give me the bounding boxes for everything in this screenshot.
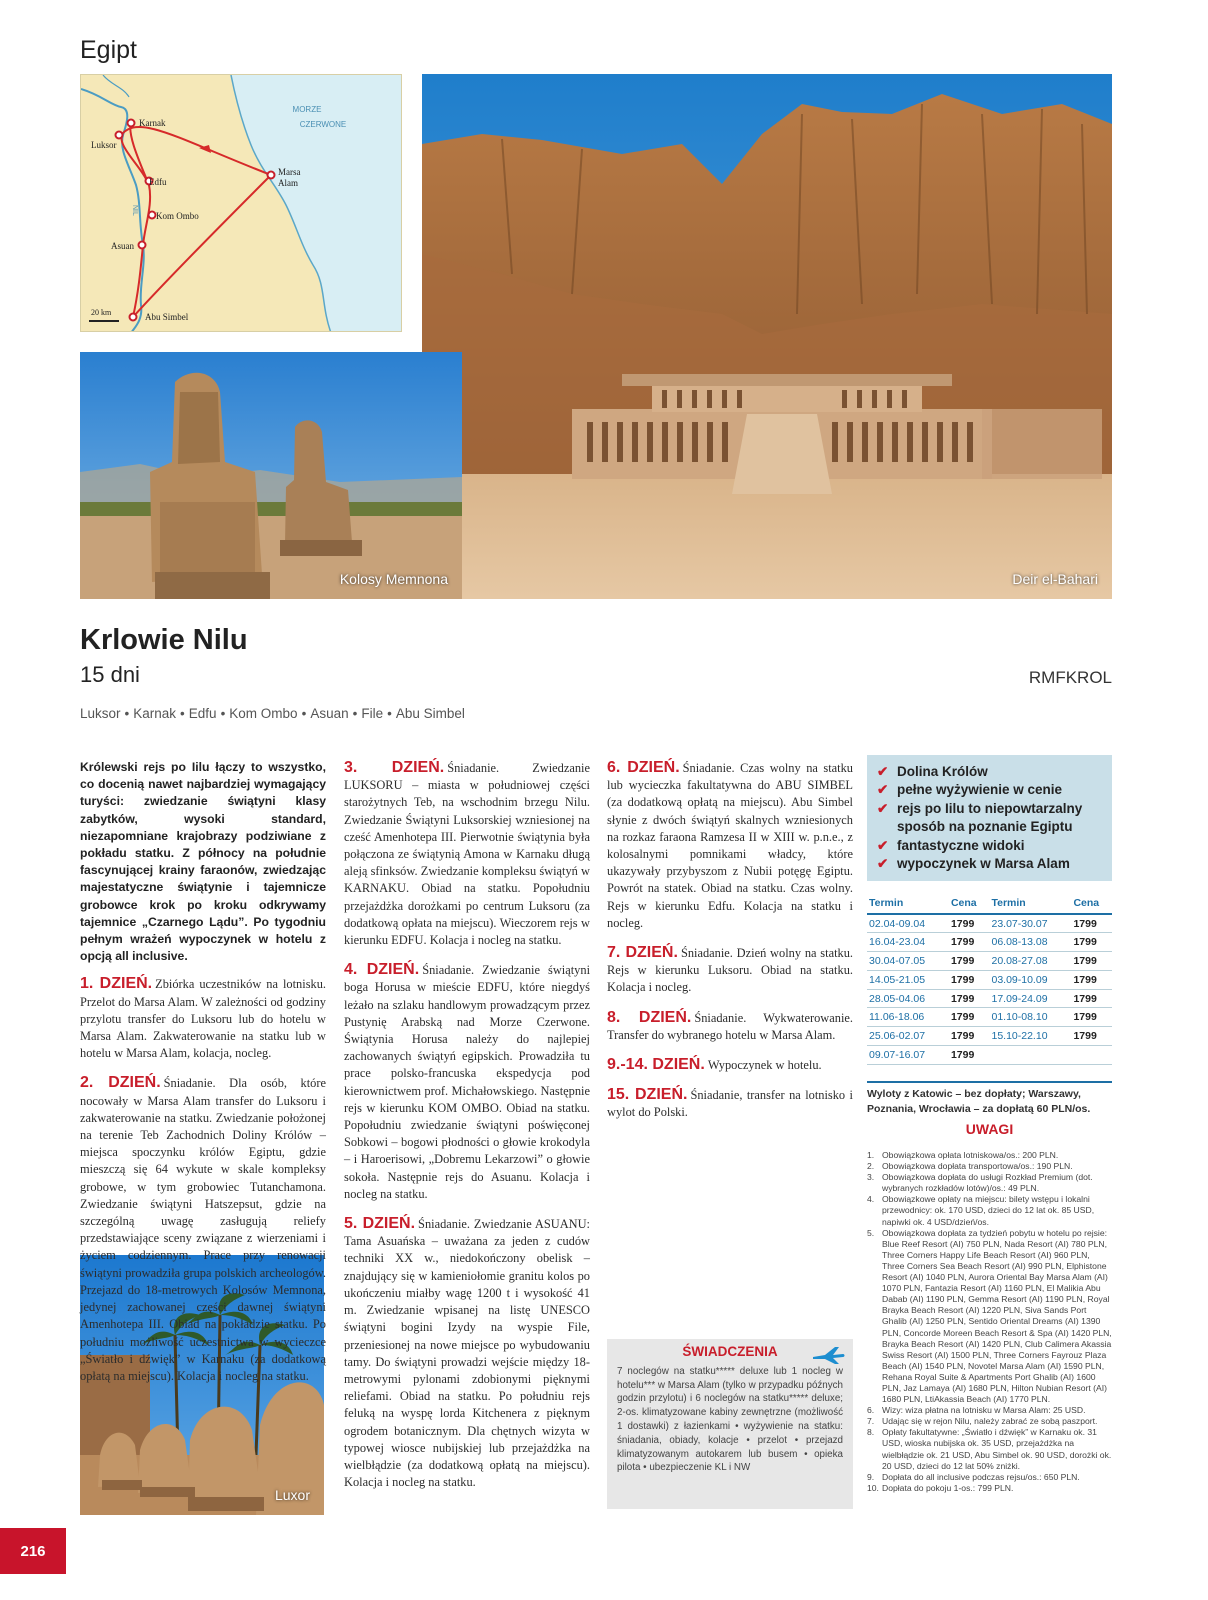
map-place-marsa: Marsa	[278, 167, 301, 177]
route-stop: Abu Simbel	[395, 706, 465, 721]
check-icon: ✔	[877, 764, 889, 779]
uwagi-title: UWAGI	[965, 1121, 1014, 1137]
day-label: 15. DZIEŃ.	[607, 1086, 688, 1104]
day-item	[607, 1009, 853, 1044]
map-place-alam: Alam	[278, 178, 298, 188]
page-number: 216	[0, 1528, 66, 1574]
benefit-item: • ubezpieczenie KL i NW	[643, 1462, 751, 1474]
day-text: Śniadanie. Dzień wolny na statku. Rejs w kierunku Luksoru. Obiad na statku. Kolacja i nocleg.	[607, 946, 854, 995]
price-table-header	[867, 894, 1112, 914]
note-item: 7. Udając się w rejon Nilu, należy zabrać ze sobą paszport.	[867, 1416, 1098, 1427]
note-item: 2. Obowiązkowa dopłata transportowa/os.: 190 PLN.	[867, 1161, 1073, 1172]
plane-icon	[811, 1345, 845, 1365]
table-row: 02.04-09.04 1799 23.07-30.07 1799	[867, 914, 1112, 933]
note-item: 5. Obowiązkowa dopłata za tydzień pobytu w hotelu po rejsie: Blue Reef Resort (AI) 750 PLN, Nada Resort (AI) 780 PLN, Three Corners Happy Life Beach Resort (AI) 960 PLN, Three Corners Sea Beach Resort (AI) 990 PLN, Elphistone Resort (AI) 1040 PLN, Aurora Oriental Bay Marsa Alam (AI) 1070 PLN, Fantazia Resort (AI) 1160 PLN, El Malikia Abu Dabab (AI) 1190 PLN, Gemma Resort (AI) 1190 PLN, Royal Brayka Beach Resort (AI) 1220 PLN, Siva Sands Port Ghalib (AI) 1250 PLN, Sentido Oriental Dreams (AI) 1390 PLN, Concorde Moreen Beach Resort & Spa (AI) 1420 PLN, Brayka Beach Resort (AI) 1420 PLN, Club Calimera Akassia Swiss Resort (AI) 1500 PLN, Three Corners Fayrouz Plaza Beach (AI) 1540 PLN, Novotel Marsa Alam (AI) 1590 PLN, Rehana Royal Suite & Apartments Port Ghalib (AI) 1600 PLN, Jaz Lamaya (AI) 1680 PLN, Hilton Nubian Resort (AI) 1680 PLN, LtiAkassia Beach (AI) 1770 PLN.	[867, 1227, 1112, 1405]
departures-note: Wyloty z Katowic – bez dopłaty; Warszawy, Poznania, Wrocławia – za dopłatą 60 PLN/os.	[867, 1081, 1112, 1117]
day-text: Śniadanie. Wykwaterowanie. Transfer do wybranego hotelu w Marsa Alam.	[607, 1010, 853, 1042]
check-icon: ✔	[877, 837, 889, 853]
note-item: 6. Wizy: wiza płatna na lotnisku w Marsa Alam: 25 USD.	[867, 1405, 1086, 1416]
check-icon: ✔	[877, 782, 889, 798]
section-title: Egipt	[80, 36, 137, 64]
map-place-kom-ombo: Kom Ombo	[156, 211, 199, 221]
note-item: 10. Dopłata do pokoju 1-os.: 799 PLN.	[867, 1482, 1014, 1493]
kolosy-memnona-image	[80, 352, 462, 599]
day-label: 7. DZIEŃ.	[607, 944, 678, 962]
highlight-item: ✔ pełne wyżywienie w cenie	[877, 781, 1104, 799]
benefits-title: ŚWIADCZENIA	[682, 1344, 778, 1359]
route-stop: Kom Ombo	[229, 706, 298, 721]
benefit-item: • przejazd klimatyzowanym autokarem lub busem	[617, 1434, 843, 1460]
header-termin: Termin	[867, 894, 949, 914]
uwagi-notes	[867, 1150, 1112, 1494]
note-item: 1. Obowiązkowa opłata lotniskowa/os.: 200 PLN.	[867, 1150, 1059, 1160]
table-row: 09.07-16.07 1799	[867, 1046, 1112, 1065]
text-column-2	[344, 759, 590, 1503]
note-item: 8. Opłaty fakultatywne: „Światło i dźwięk” w Karnaku ok. 31 USD, wioska nubijska ok. 35 USD, przejażdżka na wielbłądzie ok. 21 USD, Abu Simbel ok. 90 USD, dorożki ok. 20 USD, dzieci do 12 lat 50% zniżki.	[867, 1427, 1112, 1471]
day-text: Śniadanie, transfer na lotnisko i wylot do Polski.	[607, 1088, 853, 1120]
day-text: Zbiórka uczestników na lotnisku. Przelot do Marsa Alam. W zależności od godziny przylotu transfer do Luksoru lub do hotelu w Marsa Alam. Zakwaterowanie na statku lub w hotelu w Marsa Alam, kolacja, nocleg.	[80, 977, 326, 1061]
map-place-abu-simbel: Abu Simbel	[145, 312, 189, 322]
photo-caption-deir: Deir el-Bahari	[1012, 571, 1098, 587]
day-text: Śniadanie. Dla osób, które nocowały w Marsa Alam transfer do Luksoru i zakwaterowanie na statku. Zwiedzanie położonej na terenie Teb Zachodnich Doliny Królów – miejsca spoczynku królów Egiptu, gdzie mieszczą się 64 wykute w skale kompleksy grobowe, w tym grobowiec Tutanchamona. Zwiedzanie świątyni Hatszepsut, gdzie na szczególną uwagę zasługują reliefy przedstawiające sceny związane z wierzeniami i życiem codziennym. Prace przy renowacji świątyni prowadziła grupa polskich archeologów. Przejazd do 18-metrowych Kolosów Memnona, jedynej zachowanej części dawnej świątyni Amenhotepa III. Obiad na pokładzie statku. Po południu możliwość uczestnictwa w wycieczce „Światło i dźwięk” w Karnaku (za dodatkową opłatą na miejscu). Kolacja i nocleg na statku.	[80, 1076, 327, 1383]
text-column-1	[80, 759, 326, 1397]
check-icon: ✔	[877, 800, 889, 816]
day-label: 9.-14. DZIEŃ.	[607, 1056, 705, 1074]
highlight-item: ✔ fantastyczne widoki	[877, 837, 1104, 855]
day-text: Wypoczynek w hotelu.	[707, 1058, 822, 1073]
day-item	[80, 1074, 326, 1385]
route-stop: Asuan	[310, 706, 349, 721]
text-column-3	[607, 759, 853, 1134]
route-map	[80, 74, 402, 332]
day-label: 2. DZIEŃ.	[80, 1074, 161, 1092]
day-item	[607, 944, 853, 997]
day-item	[607, 1086, 853, 1121]
photo-kolosy-memnona	[80, 352, 462, 599]
header-cena: Cena	[949, 894, 990, 914]
day-item	[80, 975, 326, 1062]
trip-duration: 15 dni	[80, 662, 140, 687]
photo-deir-el-bahari	[422, 74, 1112, 599]
benefit-item: • przelot	[746, 1434, 787, 1446]
trip-code: RMFKROL	[1028, 668, 1112, 687]
header-termin: Termin	[989, 894, 1071, 914]
day-item	[344, 961, 590, 1203]
benefit-item: • wyżywienie na statku: śniadania, obiady, kolacje	[617, 1420, 843, 1446]
day-label: 5. DZIEŃ.	[344, 1215, 416, 1233]
table-row: 14.05-21.05 1799 03.09-10.09 1799	[867, 970, 1112, 989]
table-row: 25.06-02.07 1799 15.10-22.10 1799	[867, 1027, 1112, 1046]
route-stop: File	[361, 706, 384, 721]
route-line: Luksor • Karnak • Edfu • Kom Ombo • Asuan • File • Abu Simbel	[80, 706, 465, 721]
day-text: Śniadanie. Zwiedzanie ASUANU: Tama Asuańska – uważana za jeden z cudów techniki XX w., niedokończony obelisk – znajdujący się w kamieniołomie granitu kolos po ukończeniu miałby wagę 1200 t i wysokość 41 m. Zwiedzanie wpisanej na listę UNESCO świątyni bogini Izydy na wyspie File, przeniesionej na nowe miejsce po wybudowaniu tamy. Do świątyni prowadzi wejście między 18-metrowymi pylonami zdobionymi pięknymi reliefami. Obiad na statku. Po południu rejs feluką na wyspę lorda Kitchenera z pięknym ogrodem botanicznym. Dla chętnych wizyta w typowej wiosce nubijskiej lub przejażdżka na wielbłądzie (za dodatkową opłatą na miejscu). Kolacja i nocleg na statku.	[344, 1217, 590, 1490]
note-item: 9. Dopłata do all inclusive podczas rejsu/os.: 650 PLN.	[867, 1471, 1080, 1482]
check-icon: ✔	[877, 856, 889, 872]
day-label: 6. DZIEŃ.	[607, 759, 680, 776]
day-text: Śniadanie. Zwiedzanie świątyni boga Horusa w mieście EDFU, które niegdyś leżało na szlaku handlowym prowadzącym przez Pustynię Arabską nad Morze Czerwone. Świątynia Horusa należy do najlepiej zachowanych świątyń egipskich. Prowadziła tu prace polsko-francuska ekspedycja pod kierownictwem prof. Michałowskiego. Następnie rejs w kierunku KOM OMBO. Obiad na statku. Popołudniu zwiedzanie świątyni poświęconej Sobkowi – bogowi płodności o głowie krokodyla – i Haroerisowi, „Dobremu Lekarzowi” o głowie sokoła. Następnie rejs do Asuanu. Kolacja i nocleg na statku.	[344, 963, 591, 1201]
deir-el-bahari-image	[422, 74, 1112, 599]
note-item: 3. Obowiązkowa dopłata do usługi Rozkład Premium (dot. wybranych rozkładów lotów)/os.: 49 PLN.	[867, 1172, 1093, 1194]
table-row: 30.04-07.05 1799 20.08-27.08 1799	[867, 952, 1112, 971]
day-item	[607, 759, 853, 932]
table-row: 11.06-18.06 1799 01.10-08.10 1799	[867, 1008, 1112, 1027]
highlight-item: ✔ Dolina Królów	[877, 763, 1104, 781]
photo-caption-kolosy: Kolosy Memnona	[339, 571, 448, 587]
note-item: 4. Obowiązkowe opłaty na miejscu: bilety wstępu i lokalni przewodnicy: ok. 170 USD, dzieci do 12 lat ok. 85 USD, napiwki ok. 4 USD/dzień/os.	[867, 1194, 1095, 1227]
map-place-luksor: Luksor	[91, 140, 117, 150]
map-river-label: NIL	[131, 205, 138, 216]
day-label: 4. DZIEŃ.	[344, 961, 420, 979]
day-label: 3. DZIEŃ.	[344, 759, 445, 776]
table-row: 16.04-23.04 1799 06.08-13.08 1799	[867, 933, 1112, 952]
table-row: 28.05-04.06 1799 17.09-24.09 1799	[867, 989, 1112, 1008]
route-map-graphic	[81, 75, 402, 332]
day-item	[344, 1215, 590, 1491]
intro-text: Królewski rejs po Iilu łączy to wszystko, co docenią nawet najbardziej wymagający turyści: zwiedzanie świątyni klasy zabytków, wysoki standard, niezapomniane krajobrazy podziwiane z pokładu statku. Z północy na południe fascynującej krainy faraonów, zwiedzając majestatyczne świątynie i tajemnicze grobowce krok po kroku odkrywamy tajemnice „Czarnego Lądu”. Po tygodniu pełnym wrażeń wypoczynek w hotelu z opcją all inclusive.	[80, 760, 326, 964]
day-item	[607, 1056, 853, 1074]
map-place-asuan: Asuan	[111, 241, 134, 251]
route-stop: Karnak	[133, 706, 177, 721]
map-sea-label-1: MORZE	[292, 105, 322, 114]
route-stop: Edfu	[188, 706, 217, 721]
day-text: Śniadanie. Czas wolny na statku lub wycieczka fakultatywna do ABU SIMBEL (za dodatkową opłatą na miejscu). Abu Simbel słynie z dwóch świątyń skalnych wzniesionych na rozkaz faraona Ramzesa II w XIII w. p.n.e., z kolosalnymi pomnikami władcy, które ukazywały przybyszom z Nubii potęgę Egiptu. Powrót na statek. Obiad na statku. Czas wolny. Rejs w kierunku Edfu. Kolacja na statku i nocleg.	[607, 761, 853, 930]
map-scale-label: 20 km	[91, 308, 112, 317]
map-place-edfu: Edfu	[149, 177, 167, 187]
day-item	[344, 759, 590, 949]
day-label: 1. DZIEŃ.	[80, 975, 153, 993]
trip-title: Krlowie Nilu	[80, 624, 248, 656]
highlight-item: ✔ rejs po Iilu to niepowtarzalny sposób na poznanie Egiptu	[877, 800, 1083, 835]
day-label: 8. DZIEŃ.	[607, 1008, 692, 1026]
header-cena: Cena	[1071, 894, 1112, 914]
benefits-intro: 7 noclegów na statku***** deluxe lub 1 nocleg w hotelu*** w Marsa Alam (tylko w przypadku późnych godzin przylotu) i 6 noclegów na statku***** deluxe; 2-os. klimatyzowane kabiny zewnętrzne (możliwość 1 dostawki) z łazienkami • wyżywienie na statku: śniadania, obiady, kolacje • przelot • przejazd klimatyzowanym autokarem lub busem • opieka pilota • ubezpieczenie KL i NW	[617, 1365, 843, 1474]
map-sea-label-2: CZERWONE	[299, 120, 347, 129]
route-stop: Luksor	[80, 706, 121, 721]
map-place-karnak: Karnak	[139, 118, 166, 128]
day-text: Śniadanie. Zwiedzanie LUKSORU – miasta w południowej części starożytnych Teb, na wschodnim brzegu Nilu. Zwiedzanie Świątyni Luksorskiej wzniesionej na cześć Amenhotepa III. Pierwotnie świątynia była połączona ze świątynią Amona w Karnaku długą aleją sfinksów. Zwiedzanie kompleksu świątyń w KARNAKU. Obiad na statku. Popołudniu przejażdżka dorożkami po centrum Luksoru (za dodatkową opłata na miejscu). Wieczorem rejs w kierunku EDFU. Kolacja i nocleg na statku.	[344, 761, 590, 948]
price-table	[867, 894, 1112, 1065]
benefits-box	[607, 1339, 853, 1509]
photo-caption-luxor: Luxor	[274, 1487, 310, 1503]
benefit-item: • opieka pilota	[617, 1448, 843, 1474]
highlights-box	[867, 755, 1112, 881]
highlight-item: ✔ wypoczynek w Marsa Alam	[877, 855, 1104, 873]
